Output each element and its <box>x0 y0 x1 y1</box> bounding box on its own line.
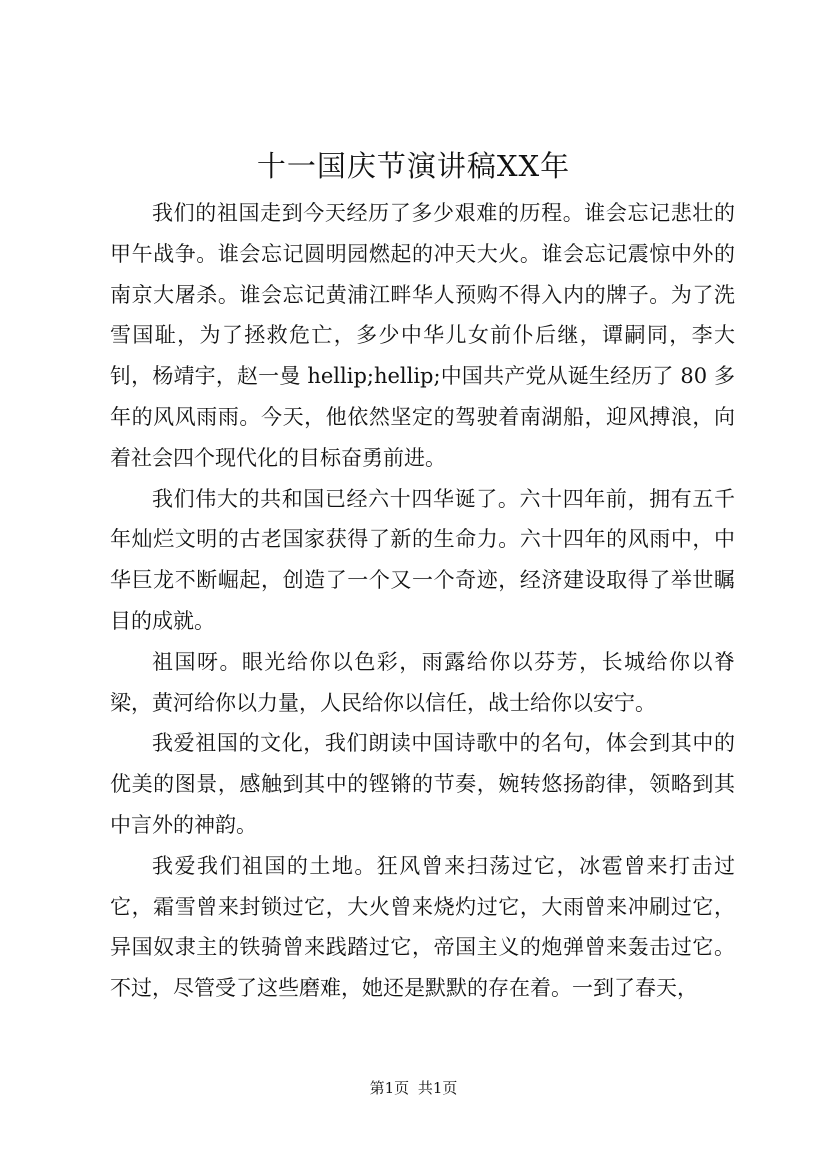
paragraph: 我爱我们祖国的土地。狂风曾来扫荡过它，冰雹曾来打击过它，霜雪曾来封锁过它，大火曾来烧灼过它，大雨曾来冲刷过它，异国奴隶主的铁骑曾来践踏过它，帝国主义的炮弹曾来轰击过它。不过，尽管受了这些磨难，她还是默默的存在着。一到了春天， <box>110 853 735 1001</box>
page-number: 第1页 <box>369 1079 410 1097</box>
page-footer <box>0 1078 827 1098</box>
paragraph: 祖国呀。眼光给你以色彩，雨露给你以芬芳，长城给你以脊梁，黄河给你以力量，人民给你以信任，战士给你以安宁。 <box>110 649 735 715</box>
document-title: 十一国庆节演讲稿XX年 <box>256 149 571 183</box>
page-total: 共1页 <box>417 1079 458 1097</box>
paragraph: 我爱祖国的文化，我们朗读中国诗歌中的名句，体会到其中的优美的图景，感触到其中的铿锵的节奏，婉转悠扬韵律，领略到其中言外的神韵。 <box>110 731 735 837</box>
paragraph: 我们伟大的共和国已经六十四华诞了。六十四年前，拥有五千年灿烂文明的古老国家获得了新的生命力。六十四年的风雨中，中华巨龙不断崛起，创造了一个又一个奇迹，经济建设取得了举世瞩目的成就。 <box>110 486 735 633</box>
paragraph: 我们的祖国走到今天经历了多少艰难的历程。谁会忘记悲壮的甲午战争。谁会忘记圆明园燃起的冲天大火。谁会忘记震惊中外的南京大屠杀。谁会忘记黄浦江畔华人预购不得入内的牌子。为了洗雪国耻，为了拯救危亡，多少中华儿女前仆后继，谭嗣同，李大钊，杨靖宇，赵一曼 hellip;hellip;中国共产党从诞生经历了 80 多年的风风雨雨。今天，他依然坚定的驾驶着南湖船，迎风搏浪，向着社会四个现代化的目标奋勇前进。 <box>110 201 735 470</box>
document-body <box>110 193 735 1009</box>
